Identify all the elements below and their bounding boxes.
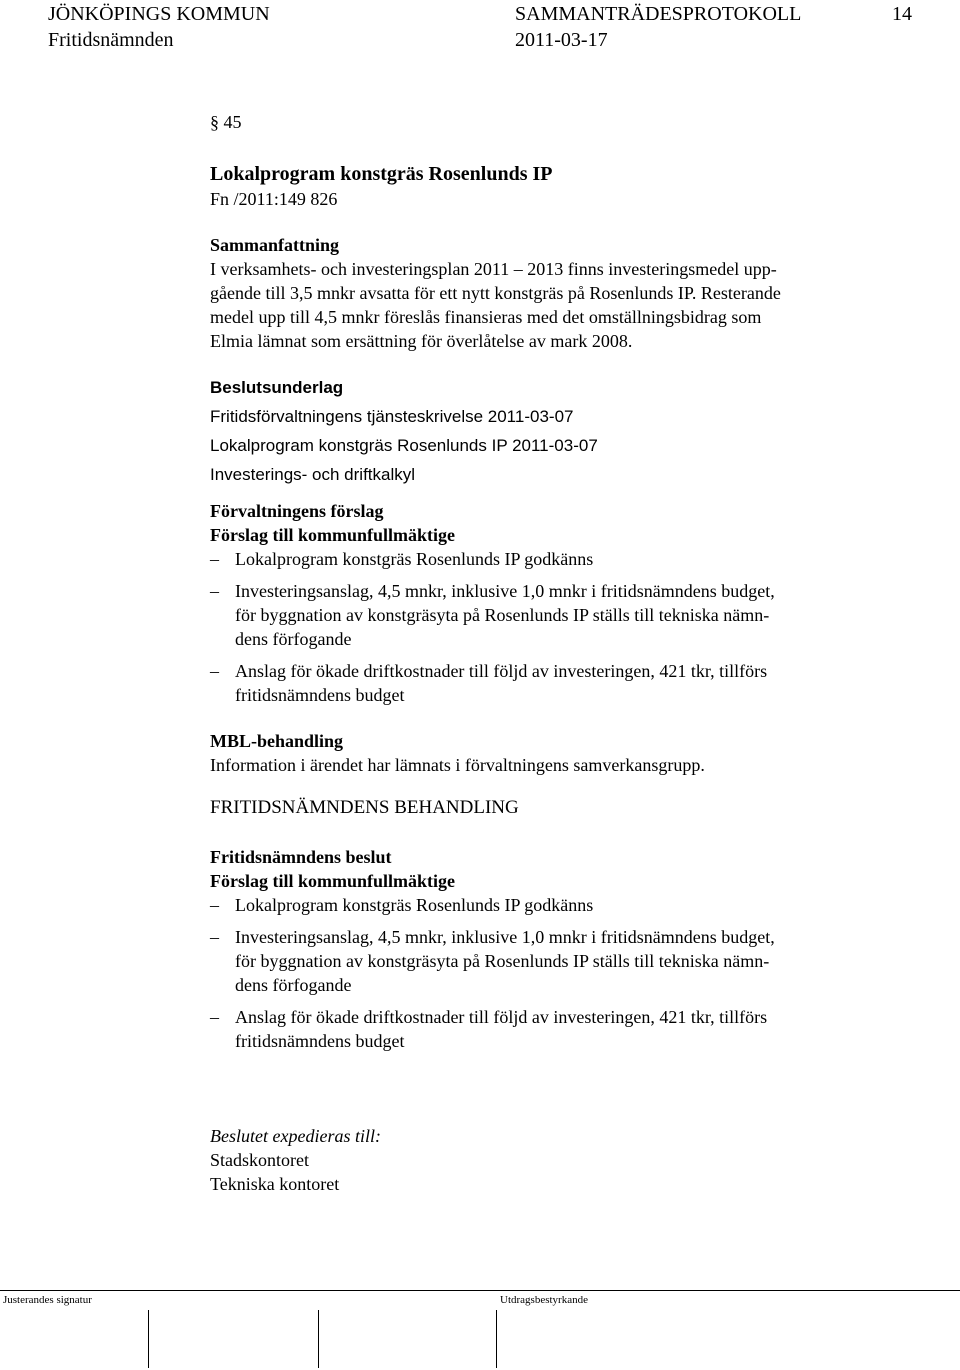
paragraph-heading xyxy=(210,110,910,134)
decision-item-line: för byggnation av konstgräsyta på Rosenlunds IP ställs till tekniska nämn- xyxy=(235,951,770,971)
decision-item-line: fritidsnämndens budget xyxy=(235,1031,405,1051)
decision-item-line: – Investeringsanslag, 4,5 mnkr, inklusive 1,0 mnkr i fritidsnämndens budget, xyxy=(235,927,775,947)
footer-rule xyxy=(0,1290,960,1291)
signature-box-divider xyxy=(318,1310,319,1368)
admin-proposal-subheading: Förslag till kommunfullmäktige xyxy=(210,525,456,545)
page-number: 14 xyxy=(892,3,912,25)
decision-section xyxy=(210,845,910,1053)
distribution-heading: Beslutet expedieras till: xyxy=(210,1126,381,1146)
summary-heading: Sammanfattning xyxy=(210,235,340,255)
admin-proposal-item-line: dens förfogande xyxy=(235,629,352,649)
decision-basis-heading: Beslutsunderlag xyxy=(210,378,344,397)
signature-box-divider xyxy=(148,1310,149,1368)
extract-label: Utdragsbestyrkande xyxy=(500,1294,588,1306)
summary-section xyxy=(210,233,910,353)
case-title: Lokalprogram konstgräs Rosenlunds IP xyxy=(210,163,553,185)
meeting-date: 2011-03-17 xyxy=(515,29,608,51)
distribution-recipient: Tekniska kontoret xyxy=(210,1174,340,1194)
admin-proposal-heading: Förvaltningens förslag xyxy=(210,501,384,521)
summary-line: medel upp till 4,5 mnkr föreslås finansieras med det omställningsbidrag som xyxy=(210,307,762,327)
decision-subheading: Förslag till kommunfullmäktige xyxy=(210,871,456,891)
admin-proposal-section xyxy=(210,499,910,707)
decision-basis-item: Investerings- och driftkalkyl xyxy=(210,465,416,484)
admin-proposal-item xyxy=(210,659,910,707)
decision-basis-item: Lokalprogram konstgräs Rosenlunds IP 2011-03-07 xyxy=(210,436,598,455)
document-type: SAMMANTRÄDESPROTOKOLL xyxy=(515,3,802,25)
paragraph-number: § 45 xyxy=(210,112,242,132)
admin-proposal-item-line: för byggnation av konstgräsyta på Rosenlunds IP ställs till tekniska nämn- xyxy=(235,605,770,625)
signature-label: Justerandes signatur xyxy=(3,1294,92,1306)
decision-item xyxy=(210,1005,910,1053)
decision-item-line: – Anslag för ökade driftkostnader till följd av investeringen, 421 tkr, tillförs xyxy=(235,1007,768,1027)
committee-name: Fritidsnämnden xyxy=(48,29,174,51)
municipality-name: JÖNKÖPINGS KOMMUN xyxy=(48,3,270,25)
admin-proposal-item xyxy=(210,547,910,571)
distribution-recipient: Stadskontoret xyxy=(210,1150,309,1170)
admin-proposal-item xyxy=(210,579,910,651)
summary-line: I verksamhets- och investeringsplan 2011 – 2013 finns investeringsmedel upp- xyxy=(210,259,777,279)
mbl-heading: MBL-behandling xyxy=(210,731,344,751)
decision-basis-item: Fritidsförvaltningens tjänsteskrivelse 2011-03-07 xyxy=(210,407,574,426)
decision-basis-section xyxy=(210,373,910,489)
admin-proposal-item-line: – Lokalprogram konstgräs Rosenlunds IP godkänns xyxy=(235,549,594,569)
summary-line: gående till 3,5 mnkr avsatta för ett nytt konstgräs på Rosenlunds IP. Resterande xyxy=(210,283,781,303)
decision-item xyxy=(210,893,910,917)
admin-proposal-item-line: – Investeringsanslag, 4,5 mnkr, inklusive 1,0 mnkr i fritidsnämndens budget, xyxy=(235,581,775,601)
distribution-section xyxy=(210,1124,910,1196)
decision-item-line: dens förfogande xyxy=(235,975,352,995)
decision-heading: Fritidsnämndens beslut xyxy=(210,847,392,867)
summary-line: Elmia lämnat som ersättning för överlåtelse av mark 2008. xyxy=(210,331,633,351)
mbl-text: Information i ärendet har lämnats i förvaltningens samverkansgrupp. xyxy=(210,755,705,775)
case-reference: Fn /2011:149 826 xyxy=(210,189,338,209)
signature-box-divider xyxy=(496,1310,497,1368)
admin-proposal-item-line: fritidsnämndens budget xyxy=(235,685,405,705)
decision-item xyxy=(210,925,910,997)
decision-item-line: – Lokalprogram konstgräs Rosenlunds IP godkänns xyxy=(235,895,594,915)
mbl-section xyxy=(210,729,910,777)
admin-proposal-item-line: – Anslag för ökade driftkostnader till följd av investeringen, 421 tkr, tillförs xyxy=(235,661,768,681)
treatment-heading: FRITIDSNÄMNDENS BEHANDLING xyxy=(210,797,519,818)
